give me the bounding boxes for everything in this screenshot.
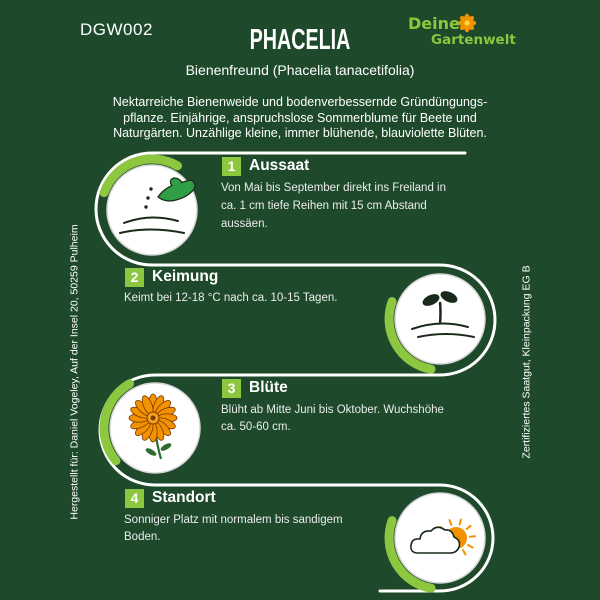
step-1-icon-circle (107, 165, 197, 255)
step-4-title: Standort (152, 489, 216, 506)
product-code: DGW002 (80, 20, 153, 39)
page-title: PHACELIA (249, 24, 351, 56)
sun-ray (460, 520, 461, 525)
sun-ray (470, 536, 475, 537)
logo-word-deine: Deine (408, 14, 460, 33)
step-1-line: ca. 1 cm tiefe Reihen mit 15 cm Abstand (221, 200, 427, 212)
step-1-line: aussäen. (221, 218, 268, 230)
page-subtitle: Bienenfreund (Phacelia tanacetifolia) (185, 62, 415, 78)
step-4-line: Boden. (124, 531, 161, 543)
manufacturer-info: Hergestellt für: Daniel Vogeley, Auf der Insel 20, 50259 Pulheim (68, 224, 81, 520)
flower-head (129, 394, 177, 442)
description-line: pflanze. Einjährige, anspruchslose Sommerblume für Beete und (123, 110, 477, 125)
logo-flower-icon (458, 14, 476, 32)
step-2-text (124, 289, 337, 307)
description-line: Nektarreiche Bienenweide und bodenverbessernde Gründüngungs- (112, 95, 488, 109)
step-1-text (221, 179, 446, 233)
step-3-title: Blüte (249, 379, 288, 396)
step-2-line: Keimt bei 12-18 °C nach ca. 10-15 Tagen. (124, 292, 338, 304)
step-3-line: ca. 50-60 cm. (221, 421, 291, 433)
step-3-number: 3 (222, 379, 241, 398)
step-1-line: Von Mai bis September direkt ins Freiland in (221, 182, 446, 194)
certification-info: Zertifiziertes Saatgut, Kleinpackung EG B (520, 265, 533, 459)
step-2-number: 2 (125, 268, 144, 287)
step-3-text (221, 402, 444, 436)
step-3-line: Blüht ab Mitte Juni bis Oktober. Wuchshöhe (221, 404, 444, 416)
description-line: Naturgärten. Unzählige kleine, immer blühende, blauviolette Blüten. (113, 126, 487, 140)
step-4-number: 4 (125, 489, 144, 508)
step-1-title: Aussaat (249, 157, 310, 174)
step-2-title: Keimung (152, 268, 219, 285)
step-1-number: 1 (222, 157, 241, 176)
step-4-text (124, 512, 343, 546)
step-4-line: Sonniger Platz mit normalem bis sandigem (124, 514, 343, 526)
logo-word-gartenwelt: Gartenwelt (431, 32, 516, 48)
product-description (0, 95, 600, 142)
